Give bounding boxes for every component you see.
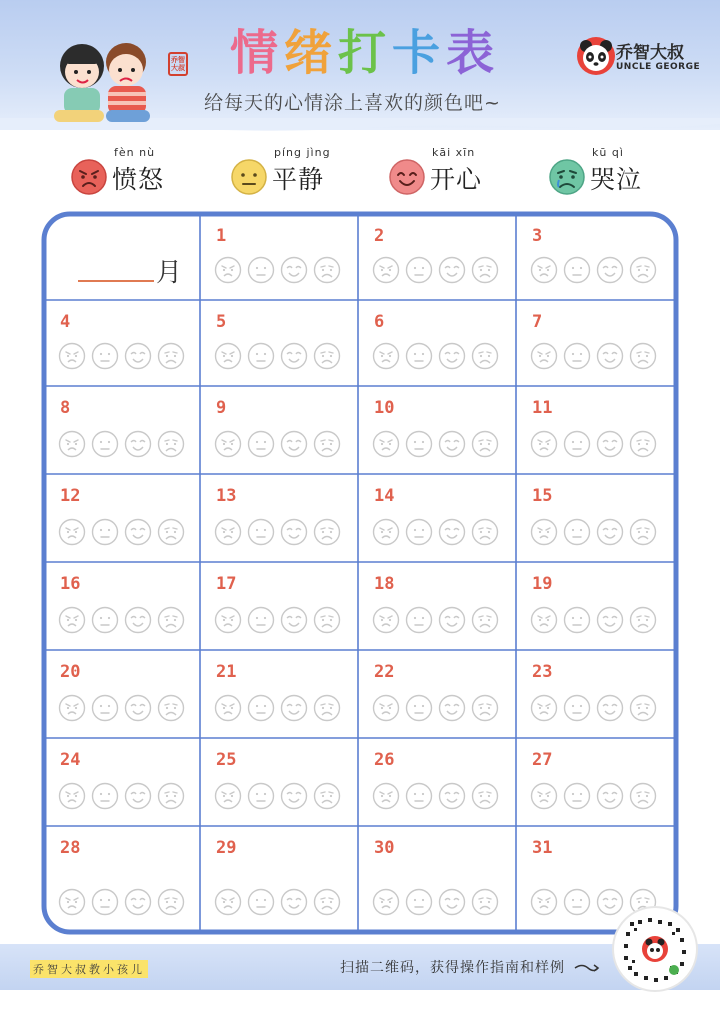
panda-logo-icon xyxy=(576,36,616,76)
mood-faces xyxy=(530,430,670,460)
angry-face-option-icon[interactable] xyxy=(530,256,558,284)
calm-face-option-icon[interactable] xyxy=(91,342,119,370)
crying-face-option-icon[interactable] xyxy=(471,430,499,458)
day-number: 23 xyxy=(532,662,553,682)
day-cell[interactable] xyxy=(44,738,200,826)
happy-face-option-icon[interactable] xyxy=(596,782,624,810)
angry-face-option-icon[interactable] xyxy=(372,694,400,722)
day-cell[interactable] xyxy=(200,214,358,300)
angry-face-option-icon[interactable] xyxy=(214,256,242,284)
mood-faces xyxy=(214,256,354,286)
angry-face-option-icon[interactable] xyxy=(214,518,242,546)
title-char: 打 xyxy=(338,25,393,81)
day-cell[interactable] xyxy=(516,214,676,300)
day-cell[interactable] xyxy=(200,738,358,826)
day-number: 16 xyxy=(60,574,81,594)
crying-face-option-icon[interactable] xyxy=(157,518,185,546)
crying-face-option-icon[interactable] xyxy=(471,888,499,916)
calendar-grid xyxy=(40,210,680,936)
day-number: 25 xyxy=(216,750,237,770)
mood-faces xyxy=(372,782,512,812)
calm-face-option-icon[interactable] xyxy=(405,430,433,458)
happy-face-option-icon[interactable] xyxy=(438,342,466,370)
mood-faces xyxy=(372,518,512,548)
angry-face-option-icon[interactable] xyxy=(372,518,400,546)
day-number: 14 xyxy=(374,486,395,506)
day-cell[interactable] xyxy=(516,474,676,562)
angry-face-option-icon[interactable] xyxy=(530,606,558,634)
day-number: 15 xyxy=(532,486,553,506)
crying-face-option-icon[interactable] xyxy=(157,694,185,722)
day-number: 19 xyxy=(532,574,553,594)
calm-face-option-icon[interactable] xyxy=(247,694,275,722)
day-cell[interactable] xyxy=(44,386,200,474)
calm-face-option-icon[interactable] xyxy=(563,694,591,722)
happy-face-option-icon[interactable] xyxy=(438,430,466,458)
crying-face-option-icon[interactable] xyxy=(471,694,499,722)
legend-crying xyxy=(548,146,688,194)
angry-face-option-icon[interactable] xyxy=(214,694,242,722)
happy-face-option-icon[interactable] xyxy=(438,256,466,284)
crying-face-option-icon[interactable] xyxy=(313,782,341,810)
angry-face-option-icon[interactable] xyxy=(530,782,558,810)
angry-face-option-icon[interactable] xyxy=(372,782,400,810)
mood-faces xyxy=(58,430,198,460)
day-number: 17 xyxy=(216,574,237,594)
brand-name-cn: 乔智大叔 xyxy=(616,43,684,63)
day-cell[interactable] xyxy=(358,474,516,562)
legend-label: 愤怒 xyxy=(112,165,165,194)
happy-face-option-icon[interactable] xyxy=(596,694,624,722)
mood-faces xyxy=(530,256,670,286)
crying-face-option-icon[interactable] xyxy=(629,430,657,458)
calm-face-option-icon[interactable] xyxy=(563,518,591,546)
day-number: 4 xyxy=(60,312,71,332)
qr-code[interactable] xyxy=(614,908,696,990)
happy-face-option-icon[interactable] xyxy=(124,518,152,546)
mood-faces xyxy=(372,606,512,636)
angry-face-option-icon[interactable] xyxy=(214,782,242,810)
day-number: 3 xyxy=(532,226,543,246)
legend-pinyin: kū qì xyxy=(592,146,624,159)
calm-face-option-icon[interactable] xyxy=(91,606,119,634)
happy-face-option-icon[interactable] xyxy=(596,342,624,370)
happy-face-option-icon[interactable] xyxy=(124,782,152,810)
crying-face-option-icon[interactable] xyxy=(157,342,185,370)
day-number: 27 xyxy=(532,750,553,770)
happy-face-option-icon[interactable] xyxy=(280,782,308,810)
mood-faces xyxy=(58,518,198,548)
calm-face-option-icon[interactable] xyxy=(91,782,119,810)
day-number: 28 xyxy=(60,838,81,858)
day-cell[interactable] xyxy=(358,650,516,738)
calm-face-option-icon[interactable] xyxy=(247,782,275,810)
mood-faces xyxy=(58,888,198,918)
angry-face-icon xyxy=(70,158,108,196)
day-cell[interactable] xyxy=(358,826,516,932)
angry-face-option-icon[interactable] xyxy=(372,342,400,370)
day-cell[interactable] xyxy=(358,386,516,474)
mood-faces xyxy=(214,342,354,372)
calm-face-option-icon[interactable] xyxy=(91,430,119,458)
angry-face-option-icon[interactable] xyxy=(58,694,86,722)
kids-illustration xyxy=(40,26,168,126)
month-blank-line[interactable] xyxy=(78,280,154,282)
happy-face-option-icon[interactable] xyxy=(280,606,308,634)
happy-face-option-icon[interactable] xyxy=(596,606,624,634)
happy-face-icon xyxy=(388,158,426,196)
day-number: 24 xyxy=(60,750,81,770)
happy-face-option-icon[interactable] xyxy=(124,430,152,458)
angry-face-option-icon[interactable] xyxy=(372,430,400,458)
legend-happy xyxy=(388,146,528,194)
crying-face-option-icon[interactable] xyxy=(157,888,185,916)
crying-face-option-icon[interactable] xyxy=(471,782,499,810)
day-number: 20 xyxy=(60,662,81,682)
crying-face-option-icon[interactable] xyxy=(471,342,499,370)
crying-face-option-icon[interactable] xyxy=(629,342,657,370)
happy-face-option-icon[interactable] xyxy=(596,430,624,458)
mood-faces xyxy=(214,430,354,460)
angry-face-option-icon[interactable] xyxy=(58,782,86,810)
angry-face-option-icon[interactable] xyxy=(58,518,86,546)
happy-face-option-icon[interactable] xyxy=(124,342,152,370)
day-number: 30 xyxy=(374,838,395,858)
crying-face-option-icon[interactable] xyxy=(157,782,185,810)
mood-faces xyxy=(530,342,670,372)
calm-face-option-icon[interactable] xyxy=(247,606,275,634)
mood-faces xyxy=(58,342,198,372)
page-subtitle: 给每天的心情涂上喜欢的颜色吧~ xyxy=(204,92,501,114)
calm-face-option-icon[interactable] xyxy=(247,342,275,370)
day-cell[interactable] xyxy=(200,650,358,738)
happy-face-option-icon[interactable] xyxy=(280,342,308,370)
crying-face-option-icon[interactable] xyxy=(629,606,657,634)
footer-instruction: 扫描二维码，获得操作指南和样例 xyxy=(340,960,565,976)
angry-face-option-icon[interactable] xyxy=(214,342,242,370)
day-cell[interactable] xyxy=(200,386,358,474)
mood-faces xyxy=(530,694,670,724)
mood-faces xyxy=(530,518,670,548)
crying-face-option-icon[interactable] xyxy=(629,256,657,284)
angry-face-option-icon[interactable] xyxy=(58,888,86,916)
crying-face-option-icon[interactable] xyxy=(157,606,185,634)
day-number: 9 xyxy=(216,398,227,418)
day-cell[interactable] xyxy=(44,300,200,386)
calm-face-option-icon[interactable] xyxy=(405,888,433,916)
calm-face-option-icon[interactable] xyxy=(563,888,591,916)
happy-face-option-icon[interactable] xyxy=(280,888,308,916)
angry-face-option-icon[interactable] xyxy=(372,256,400,284)
brand-name-en: UNCLE GEORGE xyxy=(616,62,701,72)
angry-face-option-icon[interactable] xyxy=(372,888,400,916)
calm-face-option-icon[interactable] xyxy=(563,430,591,458)
crying-face-option-icon[interactable] xyxy=(471,256,499,284)
day-number: 11 xyxy=(532,398,553,418)
day-number: 6 xyxy=(374,312,385,332)
crying-face-option-icon[interactable] xyxy=(313,694,341,722)
mood-faces xyxy=(214,888,354,918)
happy-face-option-icon[interactable] xyxy=(280,518,308,546)
happy-face-option-icon[interactable] xyxy=(124,888,152,916)
qr-code-icon xyxy=(614,908,696,990)
legend-label: 平静 xyxy=(272,165,325,194)
day-number: 1 xyxy=(216,226,227,246)
day-number: 8 xyxy=(60,398,71,418)
page-title xyxy=(230,24,500,82)
mood-faces xyxy=(372,430,512,460)
day-cell[interactable] xyxy=(516,562,676,650)
calm-face-option-icon[interactable] xyxy=(405,606,433,634)
mood-faces xyxy=(58,694,198,724)
happy-face-option-icon[interactable] xyxy=(280,430,308,458)
mood-faces xyxy=(372,888,512,918)
day-number: 10 xyxy=(374,398,395,418)
day-cell[interactable] xyxy=(516,650,676,738)
crying-face-option-icon[interactable] xyxy=(157,430,185,458)
mood-faces xyxy=(372,256,512,286)
calm-face-option-icon[interactable] xyxy=(91,888,119,916)
angry-face-option-icon[interactable] xyxy=(372,606,400,634)
calm-face-option-icon[interactable] xyxy=(563,606,591,634)
day-cell[interactable] xyxy=(200,826,358,932)
month-cell[interactable] xyxy=(44,214,200,300)
mood-faces xyxy=(58,606,198,636)
angry-face-option-icon[interactable] xyxy=(530,430,558,458)
footer-left-text: 乔智大叔教小孩儿 xyxy=(30,960,148,978)
day-number: 18 xyxy=(374,574,395,594)
crying-face-option-icon[interactable] xyxy=(629,694,657,722)
happy-face-option-icon[interactable] xyxy=(280,694,308,722)
day-cell[interactable] xyxy=(44,562,200,650)
day-cell[interactable] xyxy=(44,474,200,562)
calm-face-option-icon[interactable] xyxy=(91,694,119,722)
angry-face-option-icon[interactable] xyxy=(214,430,242,458)
angry-face-option-icon[interactable] xyxy=(530,888,558,916)
calm-face-option-icon[interactable] xyxy=(247,888,275,916)
angry-face-option-icon[interactable] xyxy=(58,606,86,634)
angry-face-option-icon[interactable] xyxy=(530,342,558,370)
happy-face-option-icon[interactable] xyxy=(124,606,152,634)
angry-face-option-icon[interactable] xyxy=(58,430,86,458)
calm-face-option-icon[interactable] xyxy=(563,342,591,370)
day-number: 21 xyxy=(216,662,237,682)
calm-face-option-icon[interactable] xyxy=(563,782,591,810)
day-cell[interactable] xyxy=(358,300,516,386)
day-cell[interactable] xyxy=(358,214,516,300)
legend-pinyin: píng jìng xyxy=(274,146,331,159)
happy-face-option-icon[interactable] xyxy=(438,782,466,810)
day-number: 13 xyxy=(216,486,237,506)
angry-face-option-icon[interactable] xyxy=(58,342,86,370)
day-number: 22 xyxy=(374,662,395,682)
month-label: 月 xyxy=(156,258,183,288)
footer-bar xyxy=(0,944,720,990)
crying-face-option-icon[interactable] xyxy=(471,606,499,634)
calm-face-option-icon[interactable] xyxy=(405,518,433,546)
title-char: 表 xyxy=(446,25,501,81)
mood-faces xyxy=(530,606,670,636)
calm-face-option-icon[interactable] xyxy=(247,430,275,458)
crying-face-option-icon[interactable] xyxy=(313,256,341,284)
crying-face-option-icon[interactable] xyxy=(313,430,341,458)
happy-face-option-icon[interactable] xyxy=(438,888,466,916)
day-cell[interactable] xyxy=(44,650,200,738)
happy-face-option-icon[interactable] xyxy=(438,694,466,722)
title-char: 绪 xyxy=(284,25,339,81)
happy-face-option-icon[interactable] xyxy=(438,518,466,546)
arrow-icon xyxy=(574,962,600,974)
legend-pinyin: fèn nù xyxy=(114,146,156,159)
crying-face-option-icon[interactable] xyxy=(313,888,341,916)
mood-faces xyxy=(530,782,670,812)
day-number: 31 xyxy=(532,838,553,858)
legend-label: 哭泣 xyxy=(590,165,643,194)
happy-face-option-icon[interactable] xyxy=(596,518,624,546)
legend-label: 开心 xyxy=(430,165,483,194)
legend-pinyin: kāi xīn xyxy=(432,146,476,159)
mood-faces xyxy=(372,342,512,372)
day-number: 5 xyxy=(216,312,227,332)
mood-faces xyxy=(214,694,354,724)
title-char: 卡 xyxy=(392,25,447,81)
day-number: 7 xyxy=(532,312,543,332)
day-number: 29 xyxy=(216,838,237,858)
day-cell[interactable] xyxy=(358,562,516,650)
footer-right-text xyxy=(340,957,600,977)
crying-face-option-icon[interactable] xyxy=(313,342,341,370)
brand-logo-block xyxy=(576,36,701,80)
happy-face-option-icon[interactable] xyxy=(124,694,152,722)
day-number: 2 xyxy=(374,226,385,246)
calm-face-option-icon[interactable] xyxy=(247,256,275,284)
calm-face-option-icon[interactable] xyxy=(405,342,433,370)
calm-face-option-icon[interactable] xyxy=(563,256,591,284)
calm-face-option-icon[interactable] xyxy=(405,256,433,284)
calm-face-icon xyxy=(230,158,268,196)
day-cell[interactable] xyxy=(516,300,676,386)
mood-faces xyxy=(214,782,354,812)
crying-face-option-icon[interactable] xyxy=(629,782,657,810)
calm-face-option-icon[interactable] xyxy=(91,518,119,546)
calm-face-option-icon[interactable] xyxy=(405,782,433,810)
mood-faces xyxy=(214,606,354,636)
day-cell[interactable] xyxy=(200,300,358,386)
happy-face-option-icon[interactable] xyxy=(438,606,466,634)
title-char: 情 xyxy=(230,25,285,81)
day-cell[interactable] xyxy=(516,738,676,826)
angry-face-option-icon[interactable] xyxy=(530,694,558,722)
day-number: 26 xyxy=(374,750,395,770)
crying-face-option-icon[interactable] xyxy=(313,606,341,634)
crying-face-option-icon[interactable] xyxy=(629,518,657,546)
happy-face-option-icon[interactable] xyxy=(596,256,624,284)
crying-face-option-icon[interactable] xyxy=(313,518,341,546)
day-cell[interactable] xyxy=(358,738,516,826)
calm-face-option-icon[interactable] xyxy=(405,694,433,722)
seal-stamp: 乔智 大叔 xyxy=(168,52,188,76)
happy-face-option-icon[interactable] xyxy=(280,256,308,284)
angry-face-option-icon[interactable] xyxy=(530,518,558,546)
day-cell[interactable] xyxy=(200,474,358,562)
day-cell[interactable] xyxy=(44,826,200,932)
mood-faces xyxy=(372,694,512,724)
day-cell[interactable] xyxy=(200,562,358,650)
crying-face-icon xyxy=(548,158,586,196)
legend-calm xyxy=(230,146,370,194)
mood-faces xyxy=(214,518,354,548)
day-number: 12 xyxy=(60,486,81,506)
crying-face-option-icon[interactable] xyxy=(471,518,499,546)
angry-face-option-icon[interactable] xyxy=(214,606,242,634)
calm-face-option-icon[interactable] xyxy=(247,518,275,546)
mood-faces xyxy=(58,782,198,812)
angry-face-option-icon[interactable] xyxy=(214,888,242,916)
day-cell[interactable] xyxy=(516,386,676,474)
legend-angry xyxy=(70,146,210,194)
